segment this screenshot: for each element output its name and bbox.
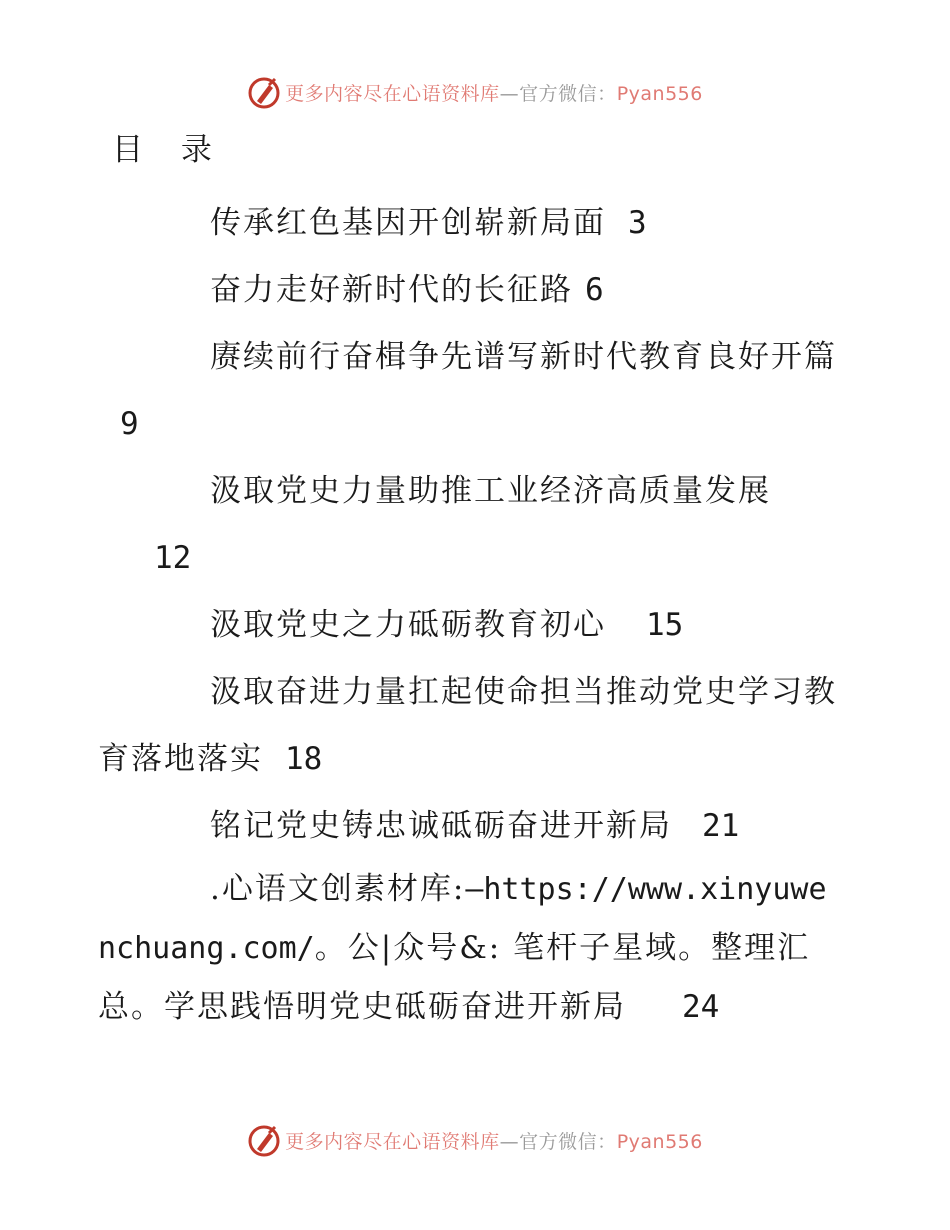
toc-item-page: 24 (682, 989, 720, 1025)
header-banner (0, 72, 950, 112)
toc-item-title: 奋力走好新时代的长征路 (210, 272, 573, 308)
toc-item[interactable] (98, 458, 838, 592)
pen-logo-icon (247, 1123, 281, 1157)
toc-item-title: 汲取党史力量助推工业经济高质量发展 (210, 473, 771, 509)
toc-item-page: 15 (646, 607, 684, 643)
toc-item-title: 汲取党史之力砥砺教育初心 (210, 607, 606, 643)
toc-item-title: 铭记党史铸忠诚砥砺奋进开新局 (210, 808, 672, 844)
banner-id: Pyan556 (616, 1130, 703, 1153)
toc-item[interactable] (98, 190, 838, 257)
toc-item[interactable] (98, 659, 838, 793)
toc-title: 目 录 (112, 132, 226, 168)
toc-item-page: 9 (120, 406, 139, 442)
banner-text (285, 79, 703, 106)
toc-item-page: 3 (628, 205, 647, 241)
toc-item-title: 赓续前行奋楫争先谱写新时代教育良好开篇 (210, 339, 837, 375)
banner-sep: — (499, 82, 520, 105)
banner-id: Pyan556 (616, 82, 703, 105)
banner-sep: — (499, 1130, 520, 1153)
toc-item-title: 传承红色基因开创崭新局面 (210, 205, 606, 241)
toc-item-title: 汲取奋进力量扛起使命担当推动党史学习教育落地落实 (98, 674, 837, 777)
banner-main: 更多内容尽在心语资料库 (285, 82, 500, 105)
toc-item-page: 6 (585, 272, 604, 308)
banner-tag: 官方微信： (519, 82, 617, 105)
footer-banner (0, 1120, 950, 1160)
pen-logo-icon (247, 75, 281, 109)
banner-tag: 官方微信： (519, 1130, 617, 1153)
toc-item[interactable] (98, 793, 838, 860)
toc-item[interactable] (98, 324, 838, 458)
toc-item[interactable] (98, 257, 838, 324)
banner-text (285, 1127, 703, 1154)
toc-item-page: 12 (154, 540, 192, 576)
toc-item-page: 18 (285, 741, 323, 777)
toc-item-page: 21 (702, 808, 740, 844)
toc-source-entry[interactable] (98, 860, 838, 1036)
source-url[interactable]: —https://www.xinyuwenchuang.com/ (98, 872, 827, 966)
banner-main: 更多内容尽在心语资料库 (285, 1130, 500, 1153)
source-lead: .心语文创素材库: (210, 871, 466, 907)
toc-list (98, 190, 838, 1036)
source-rest: 。公|众号&: 笔杆子星域。整理汇总。学思践悟明党史砥砺奋进开新局 (98, 930, 811, 1025)
toc-item[interactable] (98, 592, 838, 659)
